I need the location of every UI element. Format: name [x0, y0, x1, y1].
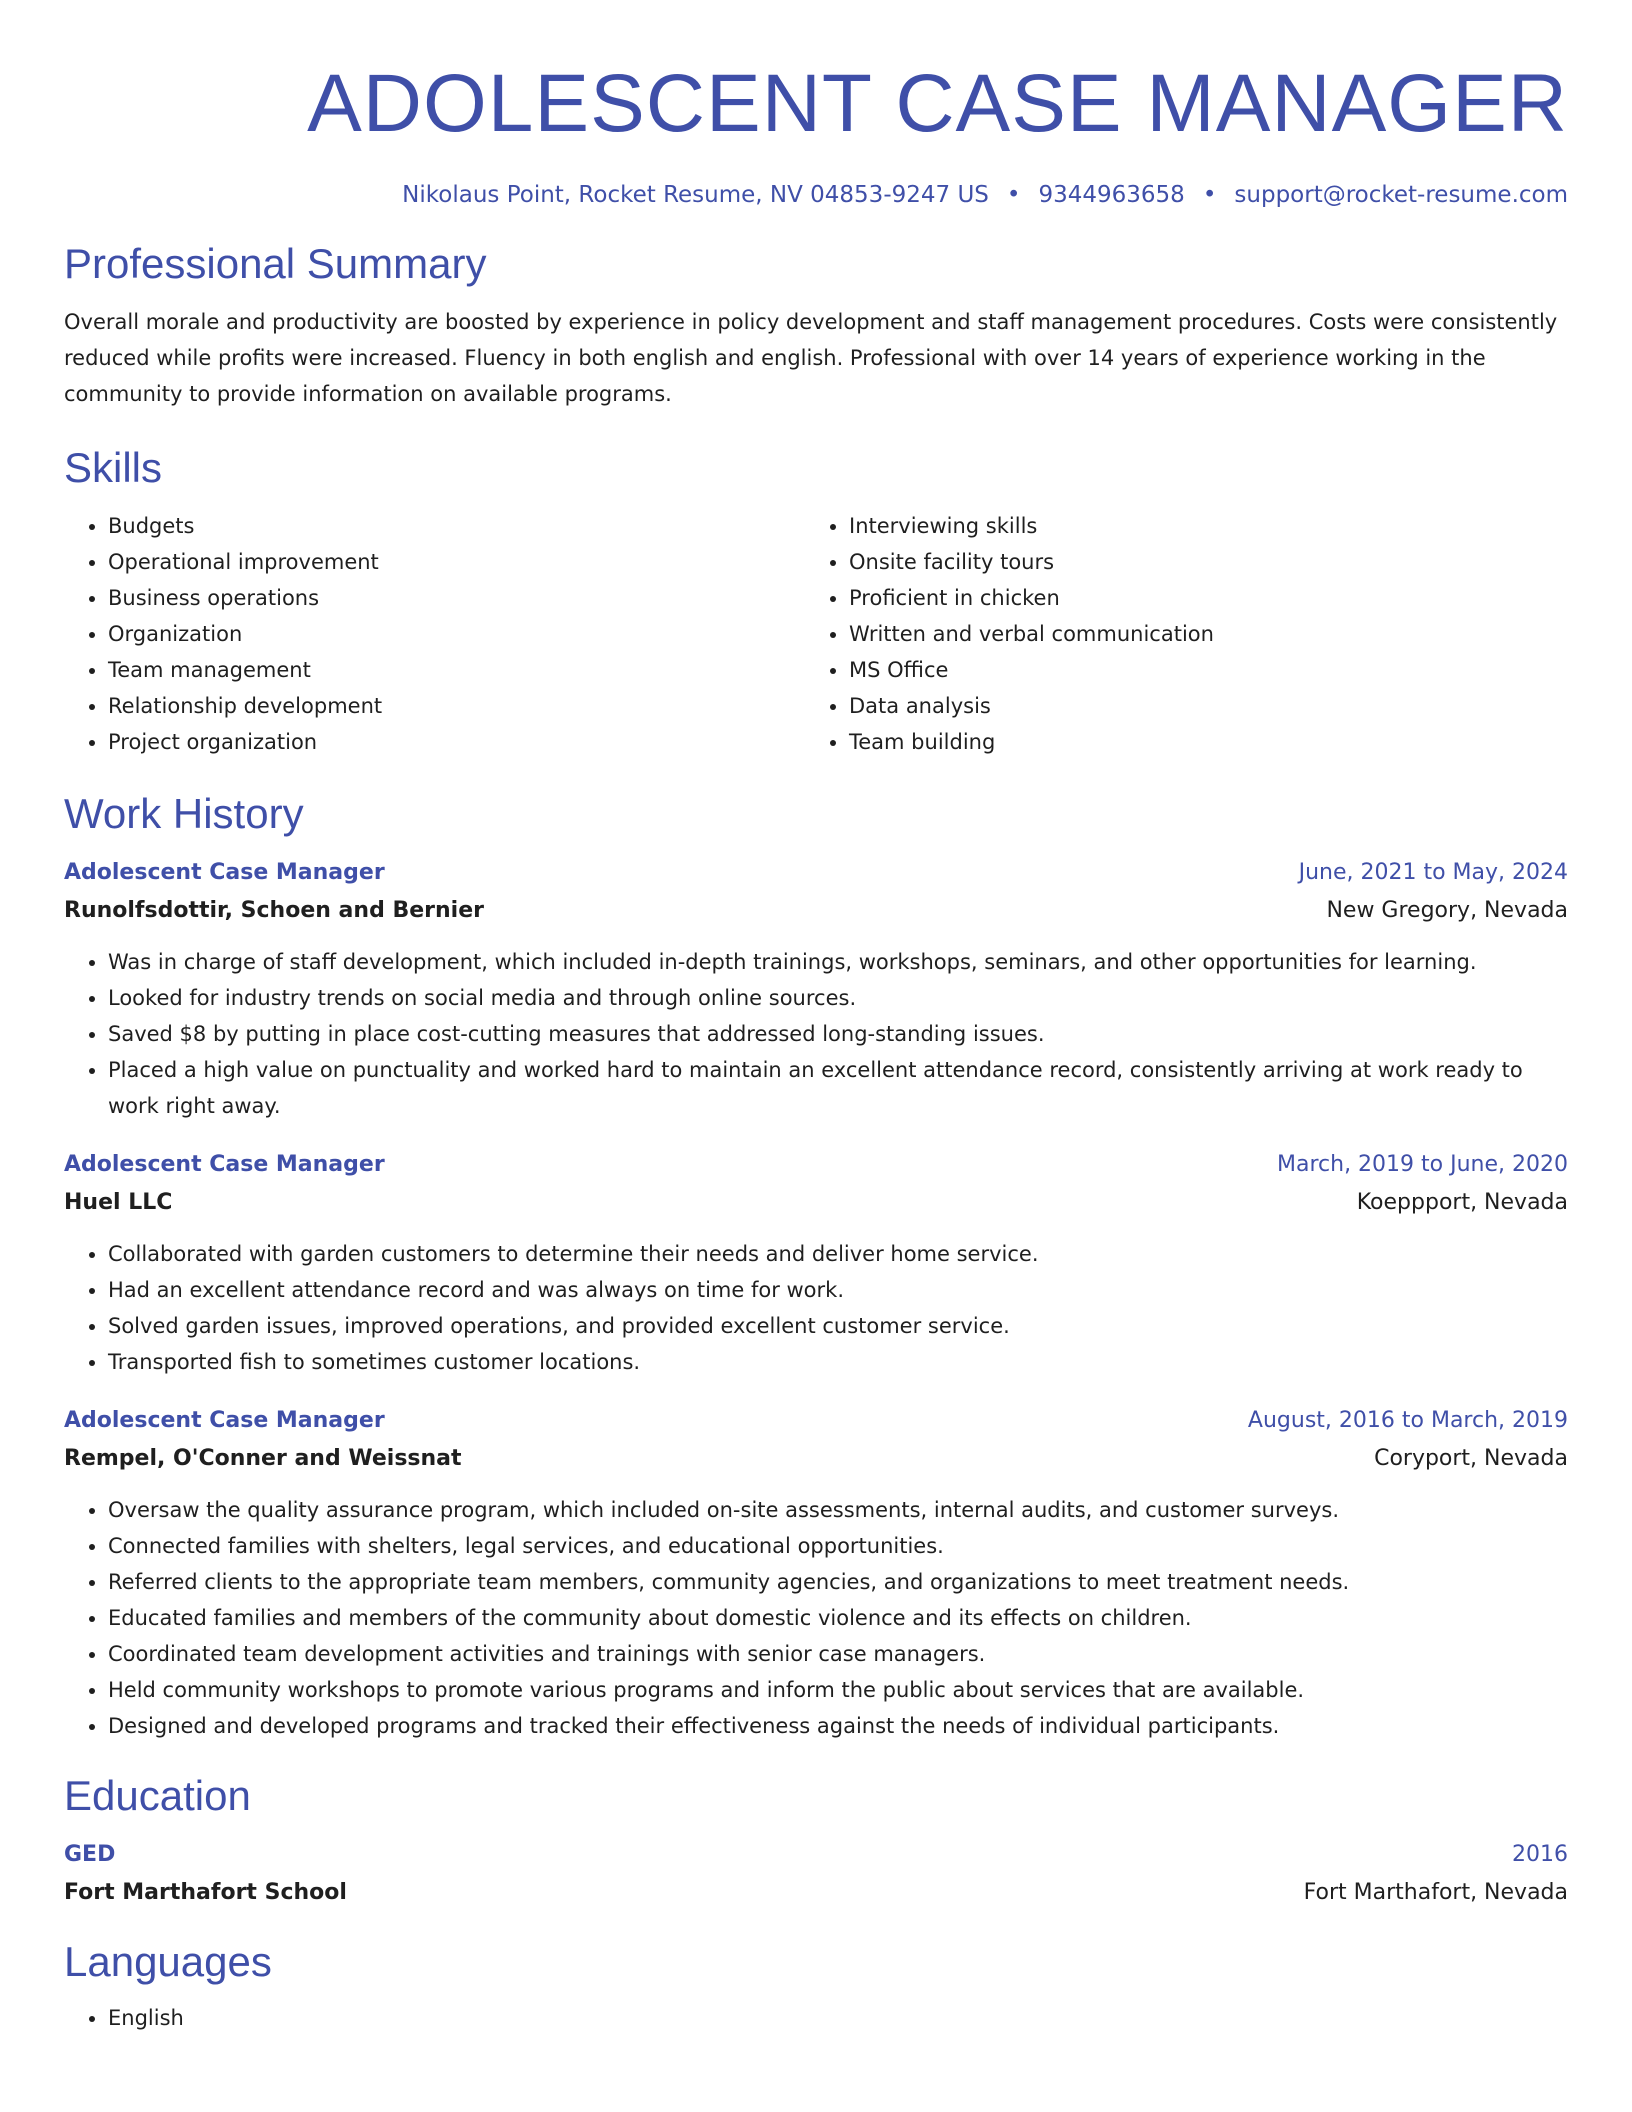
- summary-text: Overall morale and productivity are boosted by experience in policy development and staff management procedures. Costs were consistently reduced while profits were increased. Fluency in both english and english. Professional with over 14 years of experience working in the community to provide information on available programs.: [64, 310, 1558, 406]
- skill-item: • Project organization: [108, 724, 805, 760]
- skills-heading: Skills: [64, 444, 163, 491]
- skill-item: • Relationship development: [108, 688, 805, 724]
- job-location: Koeppport, Nevada: [1356, 1190, 1568, 1215]
- job-title: Adolescent Case Manager: [64, 1152, 385, 1177]
- job-bullet: • Designed and developed programs and tracked their effectiveness against the needs of individual participants.: [108, 1708, 1568, 1744]
- education-degree: GED: [64, 1842, 116, 1867]
- job-employer-row: [64, 892, 1568, 930]
- candidate-name: ADOLESCENT CASE MANAGER: [307, 58, 1568, 149]
- contact-line: [64, 180, 1568, 210]
- job-employer: Rempel, O'Conner and Weissnat: [64, 1446, 462, 1471]
- skill-item: • Data analysis: [849, 688, 1546, 724]
- skills-column-left: [64, 508, 805, 760]
- education-header-row: [64, 1836, 1568, 1874]
- job-bullets: [64, 944, 1568, 1124]
- job-bullets: [64, 1492, 1568, 1744]
- job-bullets: [64, 1236, 1568, 1380]
- skills-grid: [64, 508, 1568, 760]
- contact-email[interactable]: support@rocket-resume.com: [1234, 182, 1568, 208]
- job-bullet: • Educated families and members of the community about domestic violence and its effects on children.: [108, 1600, 1568, 1636]
- skill-item: • Onsite facility tours: [849, 544, 1546, 580]
- languages-list: [64, 2000, 1568, 2036]
- languages-heading: Languages: [64, 1938, 272, 1985]
- skill-item: • Business operations: [108, 580, 805, 616]
- job-title: Adolescent Case Manager: [64, 860, 385, 885]
- skill-item: • MS Office: [849, 652, 1546, 688]
- skill-item: • Interviewing skills: [849, 508, 1546, 544]
- education-entry: [64, 1836, 1568, 1912]
- job-bullet: • Oversaw the quality assurance program, which included on-site assessments, internal audits, and customer surveys.: [108, 1492, 1568, 1528]
- job-location: New Gregory, Nevada: [1326, 898, 1568, 923]
- skill-item: • Team building: [849, 724, 1546, 760]
- job-entry: [64, 1402, 1568, 1744]
- job-bullet: • Solved garden issues, improved operations, and provided excellent customer service.: [108, 1308, 1568, 1344]
- job-entry: [64, 854, 1568, 1124]
- job-bullet: • Connected families with shelters, legal services, and educational opportunities.: [108, 1528, 1568, 1564]
- contact-separator: •: [1006, 182, 1021, 208]
- job-employer-row: [64, 1184, 1568, 1222]
- job-employer: Runolfsdottir, Schoen and Bernier: [64, 898, 484, 923]
- skill-item: • Operational improvement: [108, 544, 805, 580]
- job-dates: August, 2016 to March, 2019: [1247, 1408, 1568, 1433]
- job-bullet: • Collaborated with garden customers to determine their needs and deliver home service.: [108, 1236, 1568, 1272]
- skill-item: • Organization: [108, 616, 805, 652]
- language-item: • English: [108, 2000, 1568, 2036]
- job-bullet: • Placed a high value on punctuality and worked hard to maintain an excellent attendance record, consistently arriving at work ready to work right away.: [108, 1052, 1568, 1124]
- contact-address: Nikolaus Point, Rocket Resume, NV 04853-9247 US: [402, 182, 989, 208]
- job-header-row: [64, 1146, 1568, 1184]
- summary-heading: Professional Summary: [64, 240, 487, 287]
- job-bullet: • Looked for industry trends on social media and through online sources.: [108, 980, 1568, 1016]
- job-bullet: • Referred clients to the appropriate team members, community agencies, and organizations to meet treatment needs.: [108, 1564, 1568, 1600]
- job-entry: [64, 1146, 1568, 1380]
- job-employer: Huel LLC: [64, 1190, 173, 1215]
- job-header-row: [64, 854, 1568, 892]
- resume-header: [64, 54, 1568, 210]
- education-heading: Education: [64, 1772, 251, 1819]
- education-location: Fort Marthafort, Nevada: [1303, 1880, 1568, 1905]
- job-header-row: [64, 1402, 1568, 1440]
- job-title: Adolescent Case Manager: [64, 1408, 385, 1433]
- skill-item: • Team management: [108, 652, 805, 688]
- job-bullet: • Had an excellent attendance record and was always on time for work.: [108, 1272, 1568, 1308]
- job-bullet: • Was in charge of staff development, which included in-depth trainings, workshops, seminars, and other opportunities for learning.: [108, 944, 1568, 980]
- education-year: 2016: [1512, 1842, 1568, 1867]
- education-school: Fort Marthafort School: [64, 1880, 347, 1905]
- contact-separator: •: [1202, 182, 1217, 208]
- skill-item: • Written and verbal communication: [849, 616, 1546, 652]
- work-history-heading: Work History: [64, 790, 304, 837]
- job-dates: June, 2021 to May, 2024: [1298, 860, 1568, 885]
- job-bullet: • Held community workshops to promote various programs and inform the public about services that are available.: [108, 1672, 1568, 1708]
- contact-phone: 9344963658: [1038, 182, 1185, 208]
- job-location: Coryport, Nevada: [1374, 1446, 1568, 1471]
- skills-column-right: [805, 508, 1546, 760]
- skill-item: • Proficient in chicken: [849, 580, 1546, 616]
- job-bullet: • Saved $8 by putting in place cost-cutting measures that addressed long-standing issues.: [108, 1016, 1568, 1052]
- skill-item: • Budgets: [108, 508, 805, 544]
- job-bullet: • Coordinated team development activities and trainings with senior case managers.: [108, 1636, 1568, 1672]
- education-school-row: [64, 1874, 1568, 1912]
- job-employer-row: [64, 1440, 1568, 1478]
- job-bullet: • Transported fish to sometimes customer locations.: [108, 1344, 1568, 1380]
- job-dates: March, 2019 to June, 2020: [1277, 1152, 1568, 1177]
